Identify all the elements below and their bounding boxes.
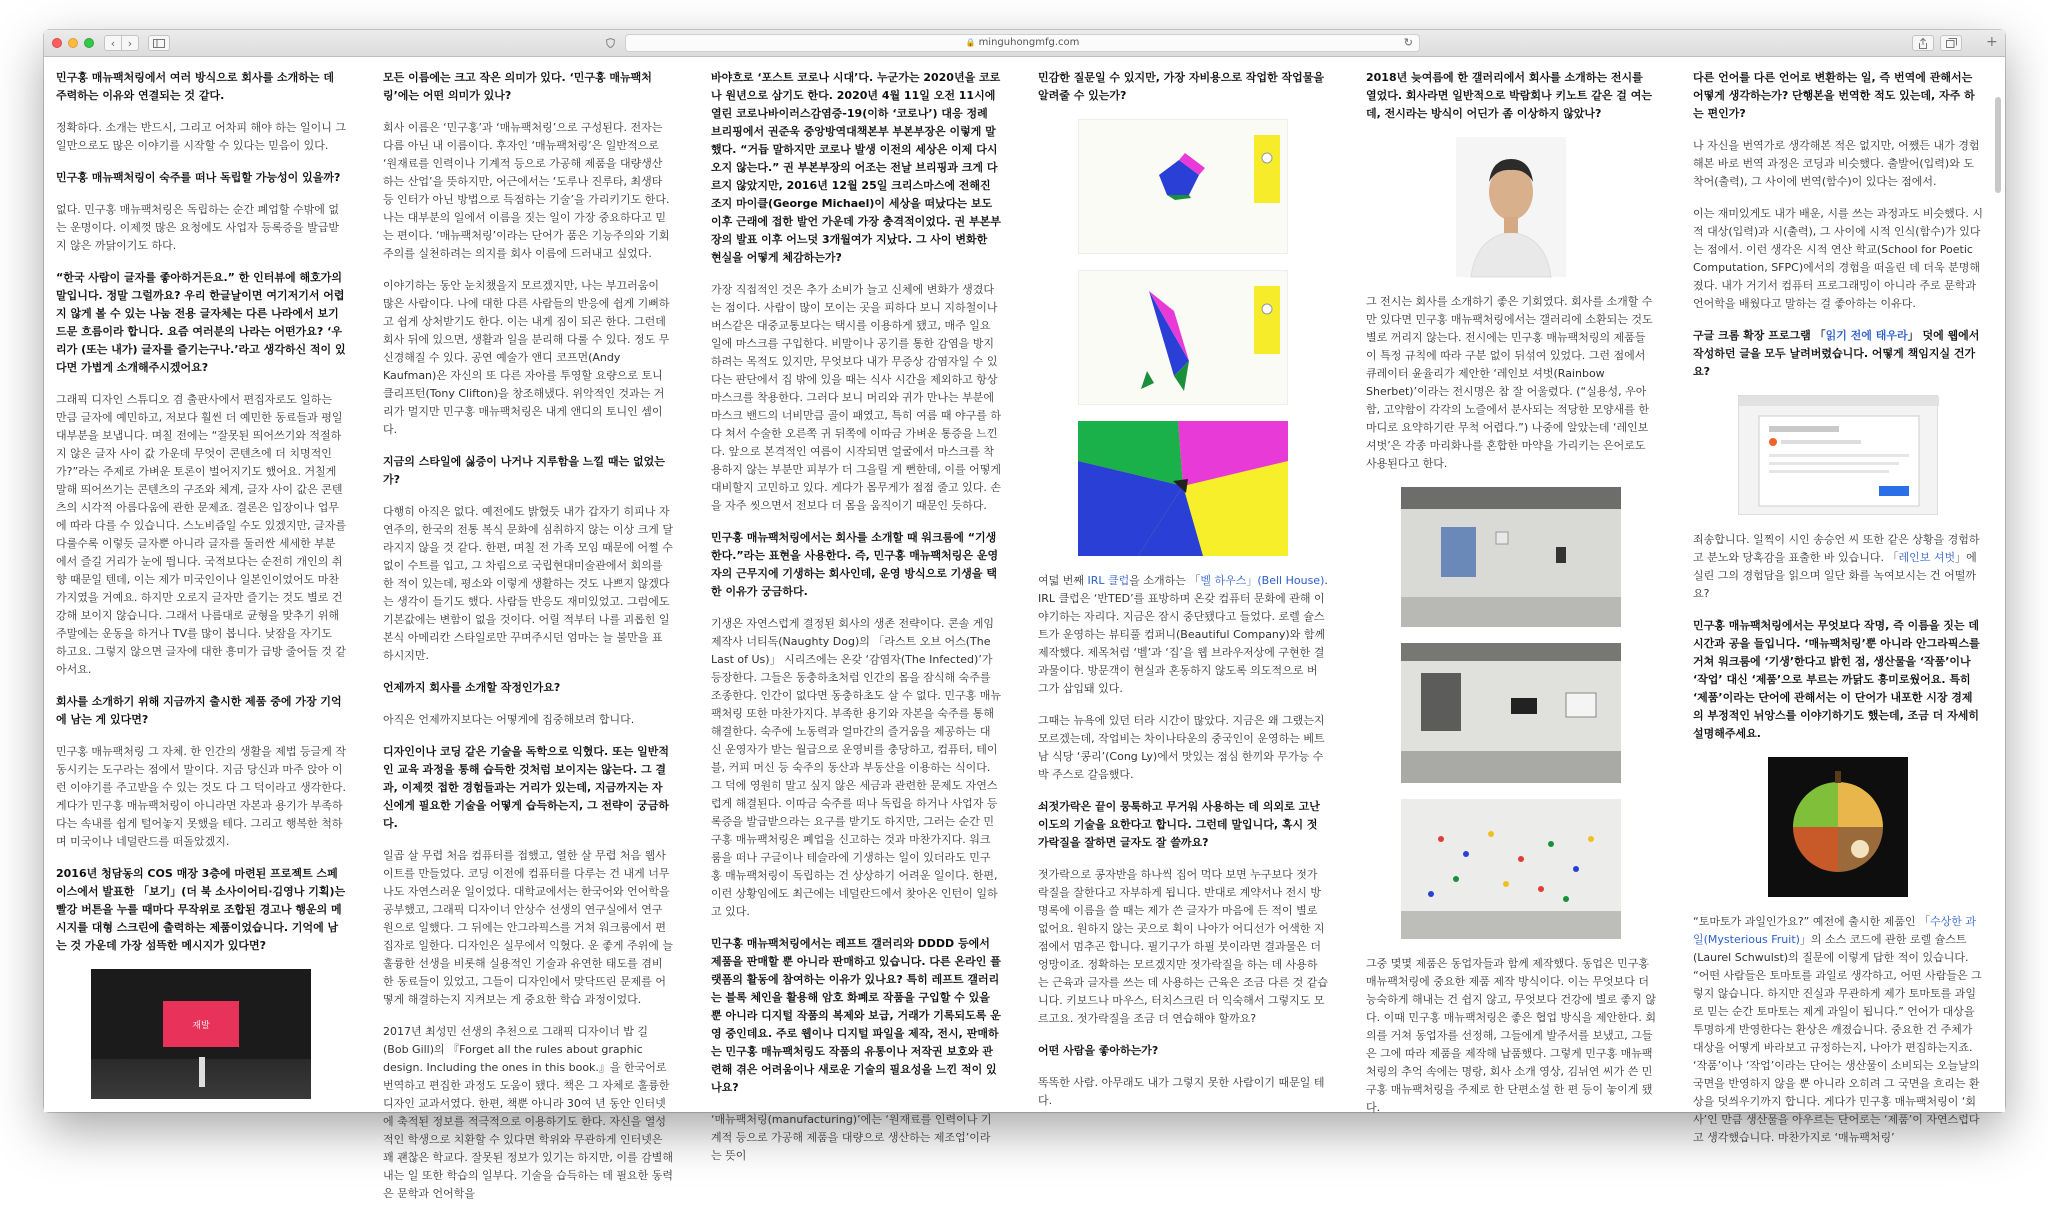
abstract-illustration — [1078, 421, 1288, 556]
gallery-photo-1 — [1401, 487, 1621, 627]
answer — [1693, 531, 1983, 603]
gallery-illustration — [1401, 487, 1621, 627]
answer: 다행히 아직은 없다. 예전에도 밝혔듯 내가 갑자기 히피나 자연주의, 한국의 전통 복식 문화에 심취하지 않는 이상 크게 달라지지 않을 것 같다. 한편, 며칠 전 가족 모임 때문에 어쩔 수 없이 수트를 입고, 그 차림으로 국립현대미술관에서 회의를 한 적이 있는데, 평소와 이렇게 생활하는 것도 나쁘지 않겠다는 생각이 들기도 했다. 사람들 반응도 재미있었고. 그럼에도 기본값에는 변함이 없을 것이다. 어릴 적부터 나를 괴롭힌 일본식 아메리칸 스타일로만 꾸며주시던 엄마는 늘 불만을 표하시지만. — [383, 505, 673, 662]
column-5 — [1366, 69, 1656, 1131]
answer: 일곱 살 무렵 처음 컴퓨터를 접했고, 열한 살 무렵 처음 웹사이트를 만들었다. 코딩 이전에 컴퓨터를 다루는 건 내게 너무나도 자연스러운 일이었다. 대학교에서는 한국어와 언어학을 공부했고, 그래픽 디자이너 안상수 선생의 연구실에서 연구원으로 일했다. 그 뒤에는 안그라픽스를 거쳐 워크룸에서 편집자로 일한다. 디자인은 실무에서 익혔다. 운 좋게 주위에 늘 훌륭한 선생을 비롯해 실용적인 기술과 유연한 태도를 겸비한 동료들이 있었고, 그들이 디자인에서 맞닥뜨린 문제를 어떻게 해결하는지 지켜보는 게 중요한 학습 과정이었다. — [383, 849, 673, 1006]
question: 회사를 소개하기 위해 지금까지 출시한 제품 중에 가장 기억에 남는 게 있다면? — [56, 695, 342, 726]
exhibition-photo — [91, 969, 311, 1099]
question — [1693, 327, 1983, 381]
tabs-icon — [1946, 38, 1957, 48]
extension-screenshot — [1738, 395, 1938, 515]
question: 쇠젓가락은 끝이 뭉툭하고 무거워 사용하는 데 의외로 고난이도의 기술을 요한다고 합니다. 그런데 말입니다, 혹시 젓가락질을 잘하면 글자도 잘 쓸까요? — [1038, 800, 1320, 849]
irl-club-link[interactable]: IRL 클럽 — [1087, 574, 1130, 587]
column-4 — [1038, 69, 1328, 1124]
new-tab-button[interactable]: + — [1986, 34, 1998, 50]
answer: 이는 재미있게도 내가 배운, 시를 쓰는 과정과도 비슷했다. 시적 대상(입력)과 시(출력), 그 사이에 시적 인식(함수)가 있다는 점에서. 이런 생각은 시적 연산 학교(School for Poetic Computation, SFPC)에서의 경험을 떠올린 데 더욱 분명해졌다. 내가 거기서 컴퓨터 프로그래밍이 아니라 주로 문학과 언어학을 배웠다고 말하는 걸 좋아하는 이유다. — [1693, 207, 1983, 310]
text-span: “토마토가 과일인가요?” 예전에 출시한 제품인 「 — [1693, 915, 1930, 928]
text-span: 」의 소스 코드에 관한 로렐 슐스트(Laurel Schwulst)의 질문에 이렇게 답한 적이 있습니다. “어떤 사람들은 토마토를 과일로 생각하고, 어떤 사람들은 그렇지 않습니다. 하지만 진실과 무관하게 제가 토마토를 과일로 믿는 순간 토마토는 제게 과일이 됩니다.” 언어가 대상을 투명하게 반영한다는 환상은 깨졌습니다. 중요한 건 주체가 대상을 어떻게 바라보고 규정하는지, 나아가 편집하는지죠. ‘작품’이나 ‘작업’이라는 단어는 생산물이 소비되는 오늘날의 국면을 반영하지 않을 뿐 아니라 오히려 그 국면을 흐리는 환상을 덧씌우기까지 합니다. 게다가 민구홍 매뉴팩처링이 ‘회사’인 만큼 생산물을 아우르는 단어로는 ‘제품’이 자연스럽다고 생각했습니다. 마찬가지로 ‘매뉴팩처링’ — [1693, 933, 1982, 1144]
house-illustration — [1079, 271, 1289, 406]
answer — [1693, 913, 1983, 1147]
text-span: . IRL 클럽은 ‘반TED’를 표방하며 온갖 컴퓨터 문화에 관해 이야기하는 자리다. 지금은 잠시 중단됐다고 들었다. 로렐 슐스트가 운영하는 뷰티풀 컴퍼니(Beautiful Company)와 함께 제작했다. 제목처럼 ‘벨’과 ‘집’을 웹 브라우저상에 구현한 결과물이다. 방문객이 현실과 혼동하지 않도록 의도적으로 버그가 삽입돼 있다. — [1038, 574, 1328, 695]
share-icon — [1918, 38, 1928, 49]
answer: 젓가락으로 콩자반을 하나씩 집어 먹다 보면 누구보다 젓가락질을 잘한다고 자부하게 됩니다. 반대로 계약서나 전시 방명록에 이름을 쓸 때는 제가 쓴 글자가 마음에 든 적이 별로 없어요. 원하지 않는 곳으로 획이 나아가 어디선가 어색한 지점에서 멈추곤 합니다. 필기구가 하필 붓이라면 결과물은 더 엉망이죠. 정확하는 모르겠지만 젓가락질을 하는 데 사용하는 근육과 글자를 쓰는 데 사용하는 근육은 조금 다른 것 같습니다. 키보드나 마우스, 터치스크린 더 익숙해서 그렇지도 모르고요. 젓가락질을 조금 더 연습해야 할까요? — [1038, 868, 1328, 1025]
text-span: 」 덧에 웹에서 작성하던 글을 모두 날려버렸습니다. 어떻게 책임지실 건가요? — [1693, 329, 1980, 378]
share-button[interactable] — [1912, 35, 1934, 51]
answer: 나 자신을 번역가로 생각해본 적은 없지만, 어쨌든 내가 경험해본 바로 번역 과정은 코딩과 비슷했다. 출발어(입력)와 도착어(출력), 그 사이에 번역(함수)이 있다는 점에서. — [1693, 139, 1980, 188]
sidebar-toggle-button[interactable] — [148, 35, 170, 51]
shield-icon — [606, 38, 615, 48]
mysterious-fruit-link[interactable]: 수상한 과일(Mysterious Fruit) — [1693, 915, 1977, 946]
chevron-left-icon: ‹ — [110, 36, 116, 50]
answer: 정확하다. 소개는 반드시, 그리고 어차피 해야 하는 일이니 그 일만으로도 많은 이야기를 시작할 수 있다는 믿음이 있다. — [56, 121, 346, 152]
answer: 그 전시는 회사를 소개하기 좋은 기회였다. 회사를 소개할 수만 있다면 민구홍 매뉴팩처링에서는 갤러리에 소환되는 것도 별로 꺼리지 않는다. 전시에는 민구홍 매뉴팩처링의 제품들이 특정 규칙에 따라 구분 없이 뒤섞여 있었다. 그런 점에서 큐레이터 윤율리가 제안한 ‘레인보 셔벗(Rainbow Sherbet)’이라는 전시명은 참 잘 어울렸다. (“실용성, 우아함, 고약함이 각각의 노즐에서 분사되는 적당한 모양새를 한마디로 요약하기란 무척 어렵다.”) 나중에 알았는데 ‘레인보 셔벗’은 각종 마리화나를 혼합한 마약을 가리키는 은어로도 사용된다고 한다. — [1366, 295, 1653, 470]
bell-house-screenshot-1 — [1078, 119, 1288, 254]
back-button[interactable] — [104, 35, 122, 51]
question: “한국 사람이 글자를 좋아하거든요.” 한 인터뷰에 해호가의 말입니다. 정말 그럴까요? 우리 한글날이면 여기저기서 어렵지 않게 볼 수 있는 나눔 전용 글자체는 다른 나라에서 보기 드문 흐름이라 합니다. 요즘 여러분의 나라는 어떤가요? ‘우리가 (또는 내가) 글자를 즐기는구나.’라고 생각하신 적이 있다면 가볍게 소개해주시겠어요? — [56, 271, 346, 374]
answer: 아직은 언제까지보다는 어떻게에 집중해보려 합니다. — [383, 713, 635, 726]
question: 어떤 사람을 좋아하는가? — [1038, 1044, 1159, 1057]
portrait-photo — [1456, 137, 1566, 277]
answer: ‘매뉴팩처링(manufacturing)’에는 ‘원재료를 인력이나 기계적 등으로 가공해 제품을 대량으로 생산하는 제조업’이라는 뜻이 — [711, 1113, 992, 1162]
address-bar[interactable] — [625, 34, 1420, 52]
scrollbar[interactable] — [1995, 97, 2001, 193]
answer: 그래픽 디자인 스튜디오 겸 출판사에서 편집자로도 일하는 만큼 글자에 예민하고, 저보다 훨씬 더 예민한 동료들과 평일 대부분을 보냅니다. 며칠 전에는 “잘못된 띄어쓰기와 적절하지 않은 글자 사이 값 가운데 무엇이 콘텐츠에 더 치명적인가?”라는 주제로 가벼운 토론이 벌어지기도 했어요. 거칠게 말해 띄어쓰기는 콘텐츠의 구조와 체계, 글자 사이 값은 콘텐츠의 시각적 아름다움에 관한 문제죠. 결론은 입장이나 업무에 따라 다를 수 있습니다. 스노비즘일 수도 있겠지만, 글자를 다룰수록 이렇듯 글자뿐 아니라 글자를 둘러싼 세세한 부분에서 즐길 거리가 눈에 띕니다. 국적보다는 순전히 개인의 취향 때문일 텐데, 이는 제가 미국인이나 일본인이었어도 마찬가지였을 거예요. 하지만 오로지 글자만 즐기는 것도 별로 건강해 보이지 않습니다. 그래서 나름대로 균형을 맞추기 위해 주말에는 운동을 하거나 TV를 많이 봅니다. 낮잠을 자기도 하고요. 그렇지 않으면 글자에 대한 흥미가 급방 줄어들 것 같아서요. — [56, 393, 346, 676]
portrait-illustration — [1456, 137, 1566, 277]
browser-window-illustration — [1739, 396, 1939, 516]
minimize-button[interactable] — [68, 38, 78, 48]
question: 바야흐로 ‘포스트 코로나 시대’다. 누군가는 2020년을 코로나 원년으로 삼기도 한다. 2020년 4월 11일 오전 11시에 열린 코로나바이러스감염증-19(이하 ‘코로나’) 대응 정례 브리핑에서 권준욱 중앙방역대책본부 부본부장은 이렇게 말했다. “거듭 말하지만 코로나 발생 이전의 세상은 이제 다시 오지 않는다.” 권 부본부장의 어조는 전날 브리핑과 크게 다르지 않았지만, 2016년 12월 25일 크리스마스에 전해진 조지 마이클(George Michael)이 세상을 떠났다는 보도 이후 근래에 접한 발언 가운데 가장 충격적이었다. 권 부본부장의 발표 이후 어느덧 3개월여가 지났다. 그 사이 변화한 현실을 어떻게 체감하는가? — [711, 71, 1001, 264]
answer: 가장 직접적인 것은 추가 소비가 늘고 신체에 변화가 생겼다는 점이다. 사람이 많이 모이는 곳을 피하다 보니 지하철이나 버스같은 대중교통보다는 택시를 이용하게 됐고, 매주 일요일에 마스크를 구입한다. 비말이나 공기를 통한 감염을 방지하려는 목적도 있지만, 무엇보다 내가 무증상 감염자일 수 있다는 판단에서 집 밖에 있을 때는 식사 시간을 제외하고 항상 마스크를 착용한다. 그러다 보니 머리와 귀가 만나는 부분에 마스크 밴드의 너비만큼 골이 패였고, 특히 여름 때 야구를 하다 쳐서 수술한 오른쪽 귀 뒤쪽에 이따금 가벼운 통증을 느낀다. 앞으로 본격적인 여름이 시작되면 얼굴에서 마스크를 착용하지 않는 부분만 피부가 더 그을릴 게 뻔한데, 이를 어떻게 대비할지 고민하고 있다. 게다가 몸무게가 점점 줄고 있다. 손을 자주 씻으면서 전보다 더 몸을 움직이기 때문인 듯하다. — [711, 283, 1001, 512]
answer: 민구홍 매뉴팩처링 그 자체. 한 인간의 생활을 제법 등글게 작동시키는 도구라는 점에서 말이다. 지금 당신과 마주 앉아 이런 이야기를 주고받을 수 있는 것도 다 그 덕이라고 생각한다. 게다가 민구홍 매뉴팩처링이 아니라면 자본과 용기가 부족하다는 속내를 쉽게 털어놓지 못했을 테다. 그리고 행복한 척하며 미국이나 네덜란드를 떠돌았겠지. — [56, 745, 346, 848]
question: 민구홍 매뉴팩처링에서는 회사를 소개할 때 워크룸에 “기생한다.”라는 표현을 사용한다. 즉, 민구홍 매뉴팩처링은 운영자의 근무지에 기생하는 회사인데, 운영 방식으로 기생을 택한 이유가 궁금하다. — [711, 531, 999, 598]
shield-button[interactable] — [602, 35, 618, 51]
question: 모든 이름에는 크고 작은 의미가 있다. ‘민구홍 매뉴팩처링’에는 어떤 의미가 있나? — [383, 71, 652, 102]
screen-text: 재발 — [192, 1021, 210, 1031]
sidebar-icon — [153, 39, 165, 48]
text-span: 을 소개하는 「 — [1129, 574, 1201, 587]
question: 민감한 질문일 수 있지만, 가장 자비용으로 작업한 작업물을 알려줄 수 있는가? — [1038, 71, 1325, 102]
url-text-wrap — [626, 37, 1419, 48]
answer: 기생은 자연스럽게 결정된 회사의 생존 전략이다. 콘솔 게임 제작사 너티독(Naughty Dog)의 「라스트 오브 어스(The Last of Us)」 시리즈에는 온갖 ‘감염자(The Infected)’가 등장한다. 그들은 동충하초처럼 인간의 몸을 잠식해 숙주를 조종한다. 인간이 없다면 동충하초도 살 수 없다. 민구홍 매뉴팩처링 또한 마찬가지다. 부족한 용기와 자본을 숙주를 통해 해결한다. 숙주에 노동력과 얼마간의 즐거움을 제공하는 대신 운영자가 받는 월급으로 운영비를 충당하고, 컴퓨터, 테이블, 커피 머신 등 숙주의 동산과 부동산을 이용하는 식이다. 그 덕에 영원히 말고 싶지 않은 세금과 관련한 문제도 자연스럽게 해결된다. 이따금 숙주를 떠나 독립을 하거나 사업자 등록증을 발급받으라는 요구를 받기도 하지만, 그러는 순간 민구홍 매뉴팩처링은 폐업을 신고하는 것과 마찬가지다. 워크룸을 떠나 구글이나 테슬라에 기생하는 일이 있더라도 민구홍 매뉴팩처링이 독립하는 건 상상하기 어려운 일이다. 한편, 이런 상황임에도 최근에는 네덜란드에서 찾아온 인턴이 일하고 있다. — [711, 617, 1001, 918]
tabs-overview-button[interactable] — [1940, 35, 1962, 51]
question: 지금의 스타일에 싫증이 나거나 지루함을 느낄 때는 없었는가? — [383, 455, 665, 486]
question: 언제까지 회사를 소개할 작정인가요? — [383, 681, 561, 694]
url-text: minguhongmfg.com — [978, 37, 1080, 48]
question: 2018년 늦여름에 한 갤러리에서 회사를 소개하는 전시를 열었다. 회사라면 일반적으로 박람회나 키노트 같은 걸 여는데, 전시라는 방식이 어딘가 좀 이상하지 않았나? — [1366, 71, 1653, 120]
traffic-lights — [52, 38, 94, 48]
bell-house-screenshot-3 — [1078, 421, 1288, 556]
text-span: 구글 크롬 확장 프로그램 「 — [1693, 329, 1826, 342]
column-2 — [383, 69, 673, 1217]
zoom-button[interactable] — [84, 38, 94, 48]
answer: 그때는 뉴욕에 있던 터라 시간이 많았다. 지금은 왜 그랬는지 모르겠는데, 작업비는 차이나타운의 중국인이 운영하는 베트남 식당 ‘콩리’(Cong Ly)에서 맛있는 점심 한끼와 무가능 수박 주스로 갈음했다. — [1038, 714, 1325, 781]
pedestal — [199, 1057, 205, 1087]
gallery-illustration — [1401, 799, 1621, 939]
reload-icon[interactable]: ↻ — [1403, 36, 1413, 49]
text-span: 여덟 번째 — [1038, 574, 1088, 587]
question: 민구홍 매뉴팩처링이 숙주를 떠나 독립할 가능성이 있을까? — [56, 171, 341, 184]
browser-toolbar — [44, 30, 2005, 57]
gallery-illustration — [1401, 643, 1621, 783]
rainbow-sherbet-link[interactable]: 레인보 셔벗 — [1898, 551, 1956, 564]
question: 디자인이나 코딩 같은 기술을 독학으로 익혔다. 또는 일반적인 교육 과정을 통해 습득한 것처럼 보이지는 않는다. 그 결과, 이제껏 접한 경험들과는 거리가 있는데, 지금까지는 자신에게 필요한 기술을 어떻게 습득하는지, 그 전략이 궁금하다. — [383, 745, 670, 830]
gallery-photo-2 — [1401, 643, 1621, 783]
answer: 이야기하는 동안 눈치챘을지 모르겠지만, 나는 부끄러움이 많은 사람이다. 나에 대한 다른 사람들의 반응에 쉽게 기뻐하고 쉽게 상처받기도 한다. 이는 내게 짐이 되곤 한다. 그런데 회사 뒤에 있으면, 생활과 일을 분리해 다룰 수 있다. 정도 무신경해질 수 있다. 공연 예술가 앤디 코프먼(Andy Kaufman)은 자신의 또 다른 자아를 투영할 요량으로 토니 클리프턴(Tony Clifton)을 창조해냈다. 위악적인 것과는 거리가 멀지만 민구홍 매뉴팩처링은 내게 앤디의 토니인 셈이다. — [383, 279, 670, 436]
house-illustration — [1079, 120, 1289, 255]
page-content — [44, 57, 2005, 1200]
question: 민구홍 매뉴팩처링에서 여러 방식으로 회사를 소개하는 데 주력하는 이유와 연결되는 것 같다. — [56, 71, 334, 102]
close-button[interactable] — [52, 38, 62, 48]
lock-icon: 🔒 — [965, 38, 976, 47]
answer: 회사 이름은 ‘민구홍’과 ‘매뉴팩처링’으로 구성된다. 전자는 다름 아닌 내 이름이다. 후자인 ‘매뉴팩처링’은 일반적으로 ‘원재료를 인력이나 기계적 등으로 가공해 제품을 대량생산하는 산업’을 뜻하지만, 어근에서는 ‘도루나 진루타, 최생타 등 인터가 아닌 방법으로 득점하는 기술’을 가리키기도 한다. 나는 대부분의 일에서 이름을 짓는 일이 가장 중요하다고 믿는 편이다. ‘매뉴팩처링’이라는 단어가 품은 기능주의와 기회주의를 실천하려는 의지를 회사 이름에 드러내고 싶었다. — [383, 121, 670, 260]
column-6 — [1693, 69, 1983, 1161]
bell-house-link[interactable]: 벨 하우스」(Bell House) — [1200, 574, 1325, 587]
browser-window — [44, 30, 2005, 1200]
question: 민구홍 매뉴팩처링에서는 레프트 갤러리와 DDDD 등에서 제품을 판매할 뿐 아니라 판매하고 있습니다. 다른 온라인 플랫폼의 활동에 참여하는 이유가 있나요? 특히 레프트 갤러리는 블록 체인을 활용해 암호 화폐로 작품을 구입할 수 있을 뿐 아니라 디지털 작품의 복제와 보급, 거래가 기록되도록 운영 중인데요. 주로 웹이나 디지털 파일을 제작, 전시, 판매하는 민구홍 매뉴팩처링도 작품의 유통이나 저작권 보호와 관련해 겪은 어려움이나 새로운 기술의 필요성을 느낀 적이 있나요? — [711, 937, 1001, 1094]
fruit-illustration — [1768, 757, 1908, 897]
column-3 — [711, 69, 1001, 1179]
question: 민구홍 매뉴팩처링에서는 무엇보다 작명, 즉 이름을 짓는 데 시간과 공을 들입니다. ‘매뉴팩처링’뿐 아니라 안그라픽스를 거쳐 워크룸에 ‘기생’한다고 밝힌 점, 생산물을 ‘작품’이나 ‘작업’ 대신 ‘제품’으로 부르는 까닭도 흥미로웠어요. 특히 ‘제품’이라는 단어에 관해서는 이 단어가 내포한 시장 경제의 부정적인 뉘앙스를 이야기하기도 했는데, 조금 더 자세히 설명해주세요. — [1693, 619, 1980, 740]
text-span: 」에 실린 그의 경험담을 읽으며 일단 화를 녹여보시는 건 어떨까요? — [1693, 551, 1977, 600]
question: 다른 언어를 다른 언어로 변환하는 일, 즉 번역에 관해서는 어떻게 생각하는가? 단행본을 번역한 적도 있는데, 자주 하는 편인가? — [1693, 71, 1975, 120]
burn-before-reading-link[interactable]: 읽기 전에 태우라 — [1825, 329, 1908, 342]
answer: 그중 몇몇 제품은 동업자들과 함께 제작했다. 동업은 민구홍 매뉴팩처링에 중요한 제품 제작 방식이다. 이는 무엇보다 더 능숙하게 해내는 건 쉽지 않고, 무엇보다 건강에 별로 좋지 않다. 이때 민구홍 매뉴팩처링은 좋은 협업 방식을 제안한다. 회의를 거쳐 동업자를 선정해, 그들에게 발주서를 보냈고, 그들은 그에 따라 제품을 제작해 납품했다. 그렇게 민구홍 매뉴팩처링의 추억 속에는 명랑, 회사 소개 영상, 김뉘연 씨가 쓴 민구홍 매뉴팩처링을 주제로 한 단편소설 한 편 등이 놓이게 됐다. — [1366, 957, 1656, 1114]
chevron-right-icon: › — [127, 36, 133, 50]
gallery-photo-3 — [1401, 799, 1621, 939]
forward-button[interactable] — [121, 35, 139, 51]
answer: 똑똑한 사람. 아무래도 내가 그렇지 못한 사람이기 때문일 테다. — [1038, 1076, 1325, 1107]
answer: 2017년 최성민 선생의 추천으로 그래픽 디자이너 밥 길(Bob Gill)의 『Forget all the rules about graphic design. Including the ones in this book.』을 한국어로 번역하고 편집한 과정도 도움이 됐다. 책은 그 자체로 훌륭한 디자인 교과서였다. 한편, 책뿐 아니라 30여 년 동안 인터넷에 축적된 정보를 적극적으로 이용하기도 한다. 자신을 열성적인 학생으로 치환할 수 있다면 학위와 무관하게 인터넷은 꽤 괜찮은 학교다. 잘못된 정보가 있기는 하지만, 이를 감별해내는 일 또한 학습의 일부다. 기술을 습득하는 데 필요한 동력은 문학과 언어학을 — [383, 1025, 673, 1200]
column-1 — [56, 69, 346, 1115]
text-span: 죄송합니다. 일찍이 시인 송승언 씨 또한 같은 상황을 경험하고 분노와 당혹감을 표출한 바 있습니다. 「 — [1693, 533, 1980, 564]
mysterious-fruit-image — [1768, 757, 1908, 897]
question: 2016년 청담동의 COS 매장 3층에 마련된 프로젝트 스페이스에서 발표한 「보기」(더 북 소사이어티·김영나 기획)는 빨강 버튼을 누를 때마다 무작위로 조합된 경고나 행운의 메시지를 대형 스크린에 출력하는 제품이었습니다. 기억에 남는 것 가운데 가장 섬뜩한 메시지가 있다면? — [56, 867, 346, 952]
answer: 없다. 민구홍 매뉴팩처링은 독립하는 순간 폐업할 수밖에 없는 운명이다. 이제껏 많은 요청에도 사업자 등록증을 발급받지 않은 까닭이기도 하다. — [56, 203, 339, 252]
bell-house-screenshot-2 — [1078, 270, 1288, 405]
answer — [1038, 572, 1328, 698]
